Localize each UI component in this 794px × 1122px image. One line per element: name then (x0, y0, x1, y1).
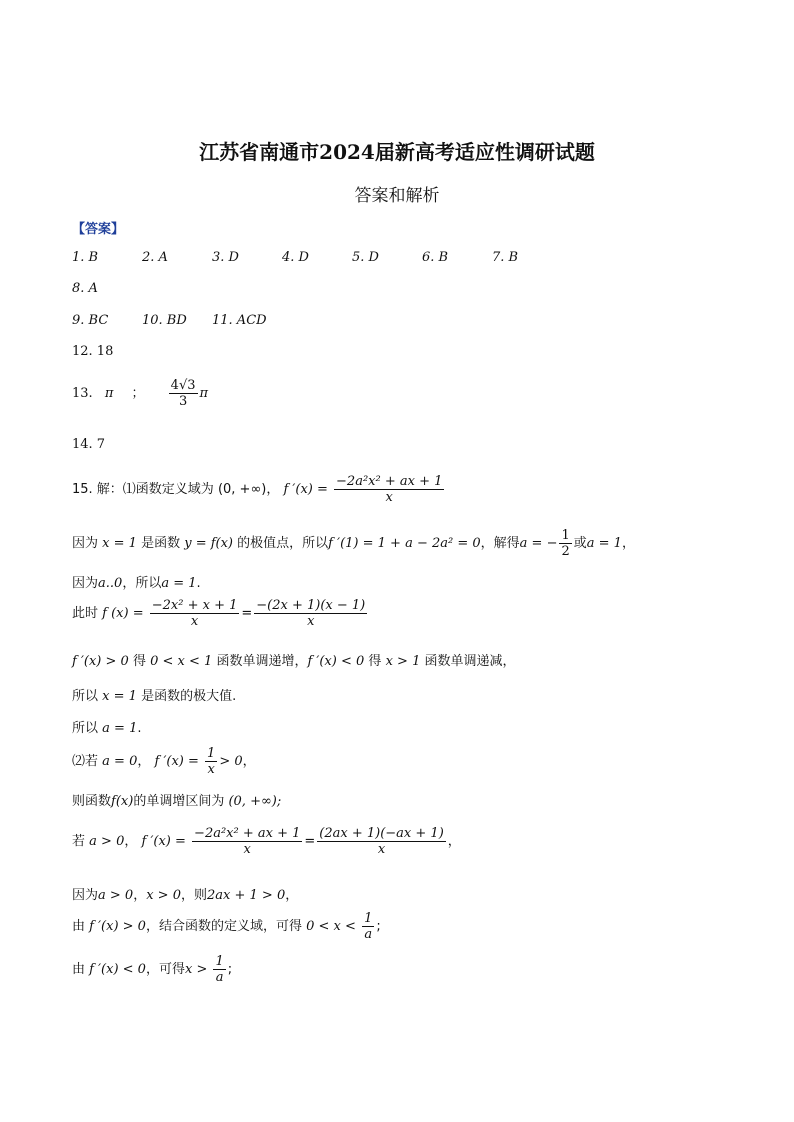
answer-item: 2. A (142, 250, 168, 265)
page-subtitle: 答案和解析 (354, 186, 440, 206)
answer-item: 3. D (212, 250, 239, 265)
fraction: $\frac{\text{−2x² + x + 1}}{x}$ (151, 598, 238, 629)
answer-item: 4. D (282, 250, 309, 265)
answer-12: 12. 18 (72, 344, 114, 359)
answers-row-2 (72, 281, 98, 296)
answers-row-1 (72, 250, 562, 265)
solution-line-11: 因为a > 0，x > 0，则2ax + 1 > 0， (72, 888, 299, 903)
solution-line-1: 15. 解：⑴函数定义域为 (0, +∞)， f ′(x) = $\frac{\text{−2a²x² + ax + 1}}{x}$ (72, 474, 443, 505)
solution-line-2: 因为 x = 1 是函数 y = f(x) 的极值点，所以f ′(1) = 1 + a − 2a² = 0，解得a = − $\frac{1}{2}$ 或a = 1， (72, 528, 635, 559)
answer-14: 14. 7 (72, 437, 106, 452)
solution-line-5: f ′(x) > 0 得 0 < x < 1 函数单调递增，f ′(x) < 0 得 x > 1 函数单调递减， (72, 654, 516, 669)
solution-line-3: 因为a..0，所以a = 1. (72, 576, 201, 591)
solution-line-13: 由 f ′(x) < 0，可得x > $\frac{1}{a}$ ; (72, 954, 233, 985)
fraction: $\frac{1}{a}$ (215, 954, 224, 985)
answer-13: 13. π ； $\frac{4√3}{3}$ π (72, 378, 209, 409)
page-title: 江苏省南通市2024届新高考适应性调研试题 (199, 140, 595, 164)
answer-item: 8. A (72, 281, 98, 296)
answer-item: 7. B (492, 250, 519, 265)
answer-item: 10. BD (142, 313, 187, 328)
answer-item: 6. B (422, 250, 449, 265)
solution-line-8: ⑵若 a = 0， f ′(x) = $\frac{1}{x}$ > 0， (72, 746, 256, 777)
fraction: $\frac{4√3}{3}$ (170, 378, 196, 409)
solution-line-6: 所以 x = 1 是函数的极大值. (72, 689, 237, 704)
fraction: $\frac{1}{2}$ (561, 528, 570, 559)
answer-item: 11. ACD (212, 313, 267, 328)
solution-line-12: 由 f ′(x) > 0，结合函数的定义域，可得 0 < x < $\frac{1}{a}$ ; (72, 911, 381, 942)
solution-line-9: 则函数f(x)的单调增区间为 (0, +∞); (72, 794, 282, 809)
fraction: $\frac{\text{−2a²x² + ax + 1}}{x}$ (336, 474, 443, 505)
solution-line-7: 所以 a = 1. (72, 721, 142, 736)
answer-item: 1. B (72, 250, 99, 265)
answers-row-3 (72, 313, 282, 328)
fraction: $\frac{1}{a}$ (364, 911, 373, 942)
fraction: $\frac{\text{−2a²x² + ax + 1}}{x}$ (194, 826, 301, 857)
solution-line-10: 若 a > 0， f ′(x) = $\frac{\text{−2a²x² + ax + 1}}{x}$ = $\frac{(2ax + 1)(-ax + 1)}{x}$ ， (72, 826, 461, 857)
fraction: $\frac{1}{x}$ (207, 746, 216, 777)
answer-item: 5. D (352, 250, 379, 265)
answer-item: 9. BC (72, 313, 109, 328)
fraction: $\frac{-(2x + 1)(x - 1)}{x}$ (256, 598, 366, 629)
answer-tag: 【答案】 (72, 222, 125, 237)
fraction: $\frac{(2ax + 1)(-ax + 1)}{x}$ (319, 826, 444, 857)
solution-line-4: 此时 f (x) = $\frac{\text{−2x² + x + 1}}{x}$ = $\frac{-(2x + 1)(x - 1)}{x}$ (72, 598, 366, 629)
